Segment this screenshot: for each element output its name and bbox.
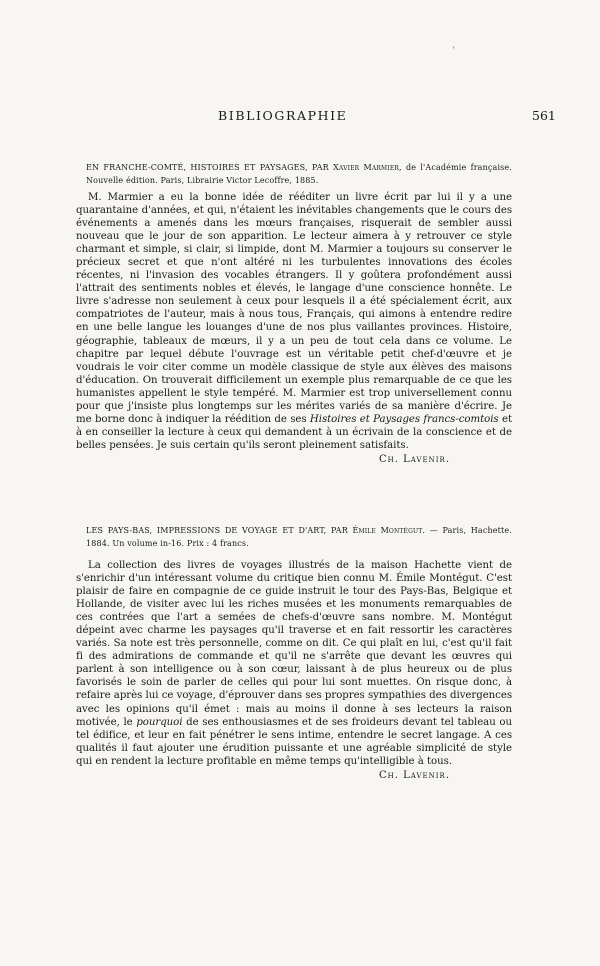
review-text-part: La collection des livres de voyages illustrés de la maison Hachette vient de s'enrichir d'un intéressant volume du critique bien connu M. Émile Montégut. C'est plaisir de faire en compagnie de ce guide instruit le tour des Pays-Bas, Belgique et Hollande, de visiter avec lui les riches musées et les monuments remarquables de ces contrées que l'art a semées de chefs-d'œuvre sans nombre. M. Montégut dépeint avec charme les paysages qu'il traverse et en fait ressortir les caractères variés. Sa note est très personnelle, comme on dit. Ce qui plaît en lui, c'est qu'il fait fi des admirations de commande et qu'il ne s'arrête que devant les œuvres qui parlent à son intelligence ou à son cœur, laissant à de plus heureux ou de plus favorisés le soin de parler de celles qui pour lui sont muettes. On risque donc, à refaire après lui ce voyage, d'éprouver dans ses propres sympathies des divergences avec les opinions qu'il émet : mais au moins il donne à ses lecteurs la raison motivée, le [76, 560, 512, 728]
review-text-part: de ses enthousiasmes et de ses froideurs devant tel tableau ou tel édifice, et leur en fait pénétrer le sens intime, entendre le secret langage. A ces qualités il faut ajouter une érudition puissante et une agréable simplicité de style qui en rendent la lecture profitable en même temps qu'intelligible à tous. [76, 716, 512, 767]
italic-word: pourquoi [136, 716, 183, 728]
review-text-part: M. Marmier a eu la bonne idée de rééditer un livre écrit par lui il y a une quarantaine d'années, et qui, n'étaient les inévitables changements que le cours des événements a amenés dans les mœurs françaises, risquerait de sembler aussi nouveau que le jour de son apparition. Le lecteur aimera à y retrouver ce style charmant et simple, si clair, si limpide, dont M. Marmier a toujours su conserver le précieux secret et que n'ont altéré ni les turbulentes innovations des écoles récentes, ni l'invasion des vocables étrangers. Il y goûtera profondément aussi l'attrait des sentiments nobles et élevés, le langage d'une conscience honnête. Le livre s'adresse non seulement à ceux pour lesquels il a été spécialement écrit, aux compatriotes de l'auteur, mais à nous tous, Français, qui aimons à entendre redire en une belle langue les louanges d'une de nos plus vaillantes provinces. Histoire, géographie, tableaux de mœurs, il y a un peu de tout cela dans ce volume. Le chapitre par lequel débute l'ouvrage est un véritable petit chef-d'œuvre et je voudrais le voir citer comme un modèle classique de style aux élèves des maisons d'éducation. On trouverait difficilement un exemple plus remarquable de ce que les humanistes appellent le style tempéré. M. Marmier est trop universellement connu pour que j'insiste plus longtemps sur les mérites variés de sa manière d'écrire. Je me borne donc à indiquer la réédition de ses [76, 192, 512, 425]
book-publication: , de l'Académie française. Nouvelle édition. Paris, Librairie Victor Lecoffre, 1885. [86, 163, 512, 185]
book-publication: . — Paris, Hachette. 1884. Un volume in-16. Prix : 4 francs. [86, 526, 512, 548]
review-entry [76, 162, 512, 465]
book-author: Xavier Marmier [333, 163, 400, 172]
running-head [0, 108, 600, 126]
book-title: EN FRANCHE-COMTÉ, HISTOIRES ET PAYSAGES, PAR [86, 163, 334, 172]
page-number: 561 [532, 108, 556, 123]
entry-heading [76, 525, 512, 550]
book-title: LES PAYS-BAS, IMPRESSIONS DE VOYAGE ET D'ART, PAR [86, 526, 353, 535]
corner-mark: ‘ [452, 46, 455, 56]
entry-heading [76, 162, 512, 187]
review-text [76, 191, 512, 452]
book-author: Émile Montégut [352, 526, 423, 535]
review-entry [76, 525, 512, 781]
running-head-title: BIBLIOGRAPHIE [218, 108, 348, 123]
reviewer-signature: Ch. Lavenir. [379, 453, 450, 465]
review-text [76, 559, 512, 768]
review-text-part: et à en conseiller la lecture à ceux qui demandent à un écrivain de la conscience et de belles pensées. Je suis certain qu'ils seront pleinement satisfaits. [76, 413, 512, 451]
italic-title: Histoires et Paysages francs-comtois [309, 413, 499, 425]
reviewer-signature: Ch. Lavenir. [379, 769, 450, 781]
